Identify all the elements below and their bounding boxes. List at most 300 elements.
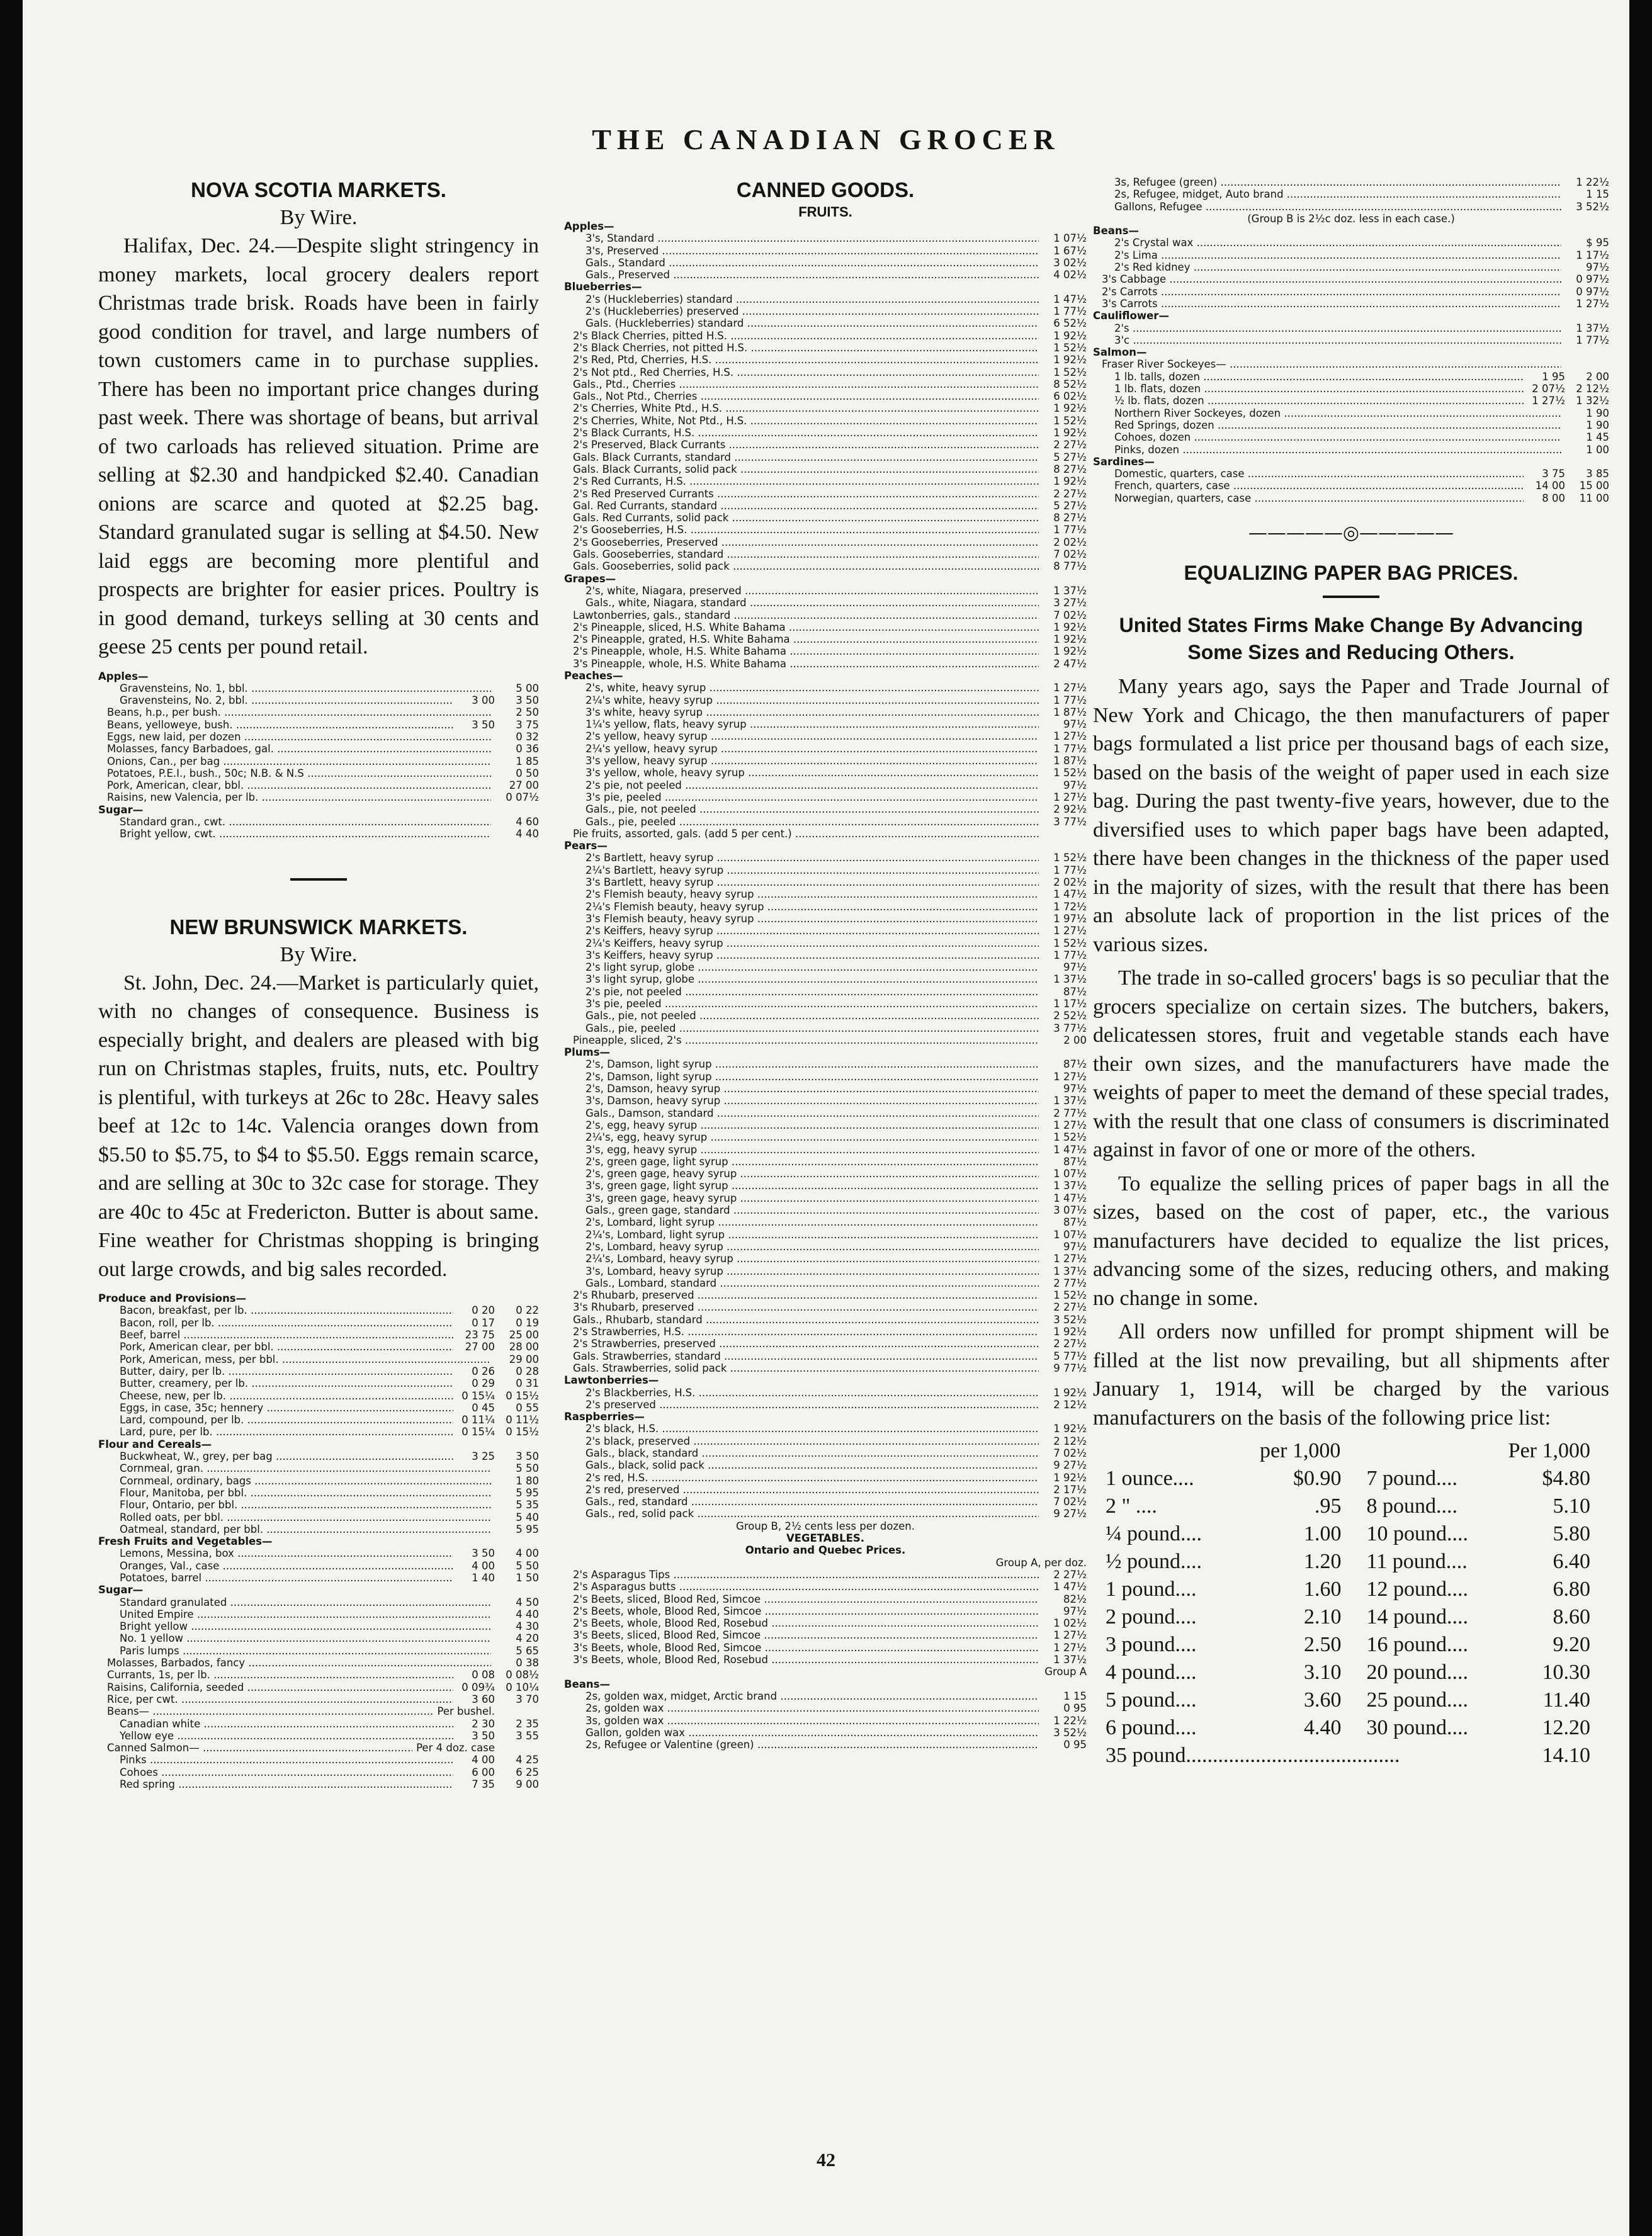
price-high: 2 52½: [1053, 1010, 1087, 1022]
item-name: Gals., black, solid pack .....: [586, 1459, 1039, 1471]
category-label: Pears—: [564, 840, 608, 852]
category-label: Plums—: [564, 1046, 611, 1059]
price-high: 1 27½: [1053, 1070, 1087, 1083]
size-left: ¼ pound....: [1106, 1522, 1202, 1546]
price-high: 0 22: [516, 1304, 539, 1317]
price-high: 1 22½: [1053, 1714, 1087, 1727]
table-row: [1093, 371, 1609, 383]
table-row: [98, 1572, 539, 1584]
item-name: 3's, Lombard, heavy syrup .....: [586, 1265, 1039, 1277]
price-high: 3 70: [516, 1693, 539, 1705]
item-name: French, quarters, case .....: [1114, 480, 1524, 492]
item-name: 2's Black Currants, H.S. .....: [573, 427, 1039, 439]
size-left: ½ pound....: [1106, 1550, 1202, 1574]
item-name: 1 lb. talls, dozen .....: [1114, 371, 1524, 383]
price-row: [1106, 1465, 1590, 1493]
item-name: 2's Gooseberries, H.S. .....: [573, 524, 1039, 536]
item-name: 2¼'s, Lombard, light syrup .....: [586, 1229, 1039, 1241]
price-high: 1 47½: [1053, 1192, 1087, 1204]
table-row: [564, 1593, 1087, 1605]
table-row: [564, 475, 1087, 487]
price-high: 1 37½: [1053, 1265, 1087, 1277]
size-left: 5 pound....: [1106, 1688, 1197, 1712]
item-name: 2's Cherries, White, Not Ptd., H.S. .....: [573, 415, 1039, 427]
table-row: [564, 864, 1087, 876]
price-high: 1 50: [516, 1571, 539, 1584]
table-row: [564, 415, 1087, 427]
table-row: [564, 609, 1087, 621]
table-row: [1093, 273, 1609, 285]
price-high: 1 52½: [1053, 1289, 1087, 1302]
price-high: 1 47½: [1053, 1581, 1087, 1593]
price-low: 7 35: [472, 1778, 495, 1791]
item-name: Gals. Strawberries, standard .....: [573, 1350, 1039, 1362]
category-label: Apples—: [564, 220, 614, 232]
table-row: [564, 1022, 1087, 1034]
item-name: Pinks .....: [120, 1754, 453, 1766]
price-high: 1 77½: [1053, 742, 1087, 755]
table-subheading: Ontario and Quebec Prices.: [745, 1544, 906, 1557]
item-name: 3's Keiffers, heavy syrup .....: [586, 949, 1039, 961]
table-row: [564, 1484, 1087, 1496]
price-high: 3 77½: [1053, 1022, 1087, 1034]
table-row: [564, 317, 1087, 329]
item-name: 2's Flemish beauty, heavy syrup .....: [586, 888, 1039, 900]
price-high: 2 47½: [1053, 657, 1087, 670]
table-row: [98, 1596, 539, 1608]
item-name: Buckwheat, W., grey, per bag .....: [120, 1450, 453, 1462]
price-high: 97½: [1063, 779, 1087, 791]
item-name: Gals., pie, not peeled .....: [586, 803, 1039, 815]
table-row: [564, 1569, 1087, 1581]
item-name: Molasses, Barbados, fancy .....: [107, 1657, 491, 1669]
item-name: 2's Red Currants, H.S. .....: [573, 475, 1039, 487]
item-name: Pork, American, mess, per bbl. .....: [120, 1353, 491, 1365]
price-high: 3 50: [516, 694, 539, 707]
table-row: [98, 1608, 539, 1620]
item-name: 3's Cabbage .....: [1102, 273, 1561, 285]
item-name: 2's light syrup, globe .....: [586, 961, 1039, 973]
item-name: Oranges, Val., case .....: [120, 1560, 453, 1572]
item-name: Eggs, new laid, per dozen .....: [107, 731, 491, 743]
item-name: 3's Bartlett, heavy syrup .....: [586, 876, 1039, 888]
price-high: 9 27½: [1053, 1459, 1087, 1472]
price-high: 3 07½: [1053, 1204, 1087, 1217]
table-row: [564, 1435, 1087, 1447]
price-high: 97½: [1063, 1240, 1087, 1253]
category-label: Beans—: [1093, 225, 1139, 237]
item-name: Gals. Black Currants, solid pack .....: [573, 463, 1039, 475]
item-name: Yellow eye .....: [120, 1730, 453, 1742]
item-name: 2's, Lombard, heavy syrup .....: [586, 1241, 1039, 1253]
item-name: United Empire .....: [120, 1608, 491, 1620]
table-row: [1093, 444, 1609, 456]
item-name: 2's, Lombard, light syrup .....: [586, 1216, 1039, 1228]
item-name: Gals. Strawberries, solid pack .....: [573, 1362, 1039, 1374]
table-row: [564, 852, 1087, 864]
category-label: Grapes—: [564, 572, 616, 585]
item-name: 2's Beets, sliced, Blood Red, Simcoe .....: [573, 1593, 1039, 1605]
article-subtitle: United States Firms Make Change By Advancing Some Sizes and Reducing Others.: [1119, 614, 1583, 664]
item-name: Lawtonberries, gals., standard .....: [573, 609, 1039, 621]
price-high: 9 00: [516, 1778, 539, 1791]
price-high: 8 27½: [1053, 512, 1087, 524]
price-high: 1 27½: [1053, 1641, 1087, 1654]
item-name: 2's pie, not peeled .....: [586, 986, 1039, 998]
price-left: 3.60: [1303, 1688, 1342, 1712]
price-high: 7 02½: [1053, 548, 1087, 561]
price-high: 3 55: [516, 1729, 539, 1742]
item-name: 2's Lima .....: [1114, 249, 1561, 261]
section-title: CANNED GOODS.: [736, 178, 915, 201]
item-name: 2's Asparagus butts .....: [573, 1581, 1039, 1593]
item-name: Beans— .....: [107, 1705, 433, 1717]
price-high: 7 02½: [1053, 609, 1087, 621]
price-high: 3 27½: [1053, 597, 1087, 609]
table-row: [564, 888, 1087, 900]
price-high: 1 27½: [1576, 297, 1609, 310]
price-high: 3 52½: [1053, 1313, 1087, 1326]
table-row: [564, 402, 1087, 414]
item-name: 2¼'s Flemish beauty, heavy syrup .....: [586, 901, 1039, 913]
price-low: 0 09¾: [461, 1681, 495, 1693]
item-name: Gals., red, solid pack .....: [586, 1508, 1039, 1520]
table-row: [564, 1144, 1087, 1156]
size-left: 3 pound....: [1106, 1633, 1197, 1657]
item-name: 2s, Refugee or Valentine (green) .....: [586, 1739, 1039, 1751]
price-high: 1 92½: [1053, 1326, 1087, 1338]
price-high: 2 02½: [1053, 536, 1087, 548]
item-name: 3s, golden wax .....: [586, 1715, 1039, 1727]
item-name: 2¼'s Keiffers, heavy syrup .....: [586, 937, 1039, 949]
table-row: [564, 1581, 1087, 1593]
table-row: [564, 427, 1087, 439]
size-left: 4 pound....: [1106, 1661, 1197, 1685]
price-high: 1 77½: [1053, 524, 1087, 536]
category-label: Flour and Cereals—: [98, 1438, 212, 1450]
item-name: Gals., Damson, standard .....: [586, 1107, 1039, 1119]
table-row: [564, 621, 1087, 633]
table-row: [98, 1511, 539, 1523]
item-name: Gal. Red Currants, standard .....: [573, 500, 1039, 512]
price-high: 0 95: [1063, 1739, 1087, 1751]
price-low: 4 00: [472, 1754, 495, 1766]
table-row: [564, 269, 1087, 281]
price-high: 1 72½: [1053, 900, 1087, 913]
item-name: Pineapple, sliced, 2's .....: [573, 1034, 1039, 1046]
price-high: 1 92½: [1053, 1423, 1087, 1435]
item-name: Bacon, breakfast, per lb. .....: [120, 1304, 453, 1316]
price-high: 1 77½: [1053, 305, 1087, 318]
table-row: [564, 1216, 1087, 1228]
item-name: Rice, per cwt. .....: [107, 1693, 453, 1705]
table-row: [98, 1620, 539, 1632]
category-label: Apples—: [98, 670, 149, 682]
table-row: [98, 1742, 539, 1754]
table-row: [564, 342, 1087, 354]
price-low: 3 25: [472, 1450, 495, 1463]
item-name: Currants, 1s, per lb. .....: [107, 1669, 453, 1681]
table-row: [98, 1632, 539, 1644]
table-row: [564, 986, 1087, 998]
table-row: [564, 1472, 1087, 1484]
table-row: [98, 1402, 539, 1414]
price-high: 1 07½: [1053, 1228, 1087, 1241]
item-name: Cohoes, dozen .....: [1114, 431, 1561, 443]
item-name: 2's black, H.S. .....: [586, 1423, 1039, 1435]
table-row: [98, 1560, 539, 1572]
price-right: 11.40: [1542, 1688, 1591, 1712]
table-row: [564, 937, 1087, 949]
item-name: 2's, white, heavy syrup .....: [586, 682, 1039, 694]
price-right: 10.30: [1542, 1661, 1591, 1685]
item-name: Lemons, Messina, box .....: [120, 1547, 453, 1559]
item-name: Gallon, golden wax .....: [586, 1727, 1039, 1739]
price-table: [1093, 176, 1609, 504]
table-row: [564, 536, 1087, 548]
item-name: Gals., red, standard .....: [586, 1496, 1039, 1508]
price-high: 6 02½: [1053, 390, 1087, 403]
table-row: [564, 1107, 1087, 1119]
table-row: [564, 1690, 1087, 1702]
table-row: [1093, 383, 1609, 395]
size-left: 1 ounce....: [1106, 1467, 1194, 1491]
price-high: 1 45: [1586, 431, 1609, 444]
table-row: [564, 1010, 1087, 1022]
price-low: 0 20: [472, 1304, 495, 1317]
item-name: Gals., Standard .....: [586, 257, 1039, 269]
price-low: 6 00: [472, 1766, 495, 1778]
article-body: Halifax, Dec. 24.—Despite slight stringency in money markets, local grocery dealers report Christmas trade brisk. Roads have been in fairly good condition for travel, and large numbers of town customers came in to purchase supplies. There has been no important price changes during past week. There was shortage of beans, but arrival of two carloads has relieved situation. Prime are selling at $2.30 and handpicked $2.40. Canadian onions are scarce and quoted at $2.25 bag. Standard granulated sugar is selling at $4.50. New laid eggs are becoming more plentiful and prospects are brighter for easier prices. Poultry is in good demand, turkeys selling at 30 cents and geese 25 cents per pound retail.: [98, 234, 539, 658]
table-row: [564, 1727, 1087, 1739]
size-left: 6 pound....: [1106, 1716, 1197, 1740]
table-row: [564, 1241, 1087, 1253]
item-name: Bacon, roll, per lb. .....: [120, 1317, 453, 1329]
price-right: $4.80: [1542, 1467, 1591, 1491]
price-high: 4 60: [516, 816, 539, 828]
item-name: 2's Red Preserved Currants .....: [573, 488, 1039, 500]
price-high: 1 32½: [1576, 395, 1609, 407]
price-high: 87½: [1063, 1216, 1087, 1229]
price-high: 1 27½: [1053, 791, 1087, 803]
price-high: 7 02½: [1053, 1496, 1087, 1508]
page-number: 42: [817, 2150, 835, 2171]
price-row-last: [1106, 1742, 1590, 1770]
table-row: [564, 232, 1087, 244]
price-high: 1 47½: [1053, 888, 1087, 901]
price-high: 2 77½: [1053, 1107, 1087, 1119]
item-name: 3'c .....: [1114, 334, 1561, 346]
table-row: [1093, 201, 1609, 213]
table-row: [564, 1362, 1087, 1374]
item-name: 2's Pineapple, sliced, H.S. White Bahama .....: [573, 621, 1039, 633]
price-high: 1 87½: [1053, 755, 1087, 767]
item-name: 2's Beets, whole, Blood Red, Simcoe .....: [573, 1605, 1039, 1617]
price-high: 8 77½: [1053, 560, 1087, 573]
table-row: [564, 1265, 1087, 1277]
price-high: 1 92½: [1053, 633, 1087, 646]
table-row: [98, 1718, 539, 1730]
table-row: [564, 828, 1087, 840]
table-row: [564, 1642, 1087, 1654]
table-row: [564, 961, 1087, 973]
price-high: 2 27½: [1053, 1568, 1087, 1581]
table-row: [564, 1071, 1087, 1083]
table-row: [1093, 431, 1609, 443]
price-high: 1 15: [1063, 1690, 1087, 1702]
item-name: 2's Beets, whole, Blood Red, Rosebud .....: [573, 1617, 1039, 1629]
bag-price-list: [1106, 1437, 1590, 1770]
price-high: 87½: [1063, 985, 1087, 998]
section-divider: [290, 878, 347, 881]
price-high: 5 00: [516, 682, 539, 694]
price-high: 1 52½: [1053, 852, 1087, 864]
price-high: 1 07½: [1053, 232, 1087, 245]
table-row: [564, 682, 1087, 694]
price-high: 1 77½: [1053, 694, 1087, 706]
ornament-divider: —————◎—————: [1248, 522, 1454, 545]
price-high: 1 27½: [1053, 730, 1087, 743]
item-name: 2's, egg, heavy syrup .....: [586, 1119, 1039, 1131]
table-row: [564, 694, 1087, 706]
price-low: 3 50: [472, 718, 495, 731]
item-name: Gals. (Huckleberries) standard .....: [586, 317, 1039, 329]
price-high: 1 17½: [1576, 249, 1609, 261]
price-high: [495, 1742, 539, 1754]
price-low: 3 75: [1542, 468, 1565, 480]
price-high: 1 27½: [1053, 1629, 1087, 1642]
price-high: 8 27½: [1053, 463, 1087, 475]
item-name: Raisins, new Valencia, per lb. .....: [107, 791, 491, 803]
item-name: ½ lb. flats, dozen .....: [1114, 395, 1524, 407]
table-row: [564, 1496, 1087, 1508]
table-row: [98, 1693, 539, 1705]
price-high: 4 40: [516, 1608, 539, 1620]
size-right: 11 pound....: [1366, 1550, 1468, 1574]
price-high: 1 27½: [1053, 1253, 1087, 1265]
table-row: [564, 767, 1087, 779]
table-note: (Group B is 2½c doz. less in each case.): [1247, 212, 1455, 225]
table-row: [98, 1705, 539, 1717]
section-subtitle: FRUITS.: [798, 204, 852, 220]
price-high: 87½: [1063, 1058, 1087, 1071]
price-right: 8.60: [1553, 1605, 1591, 1629]
table-row: [98, 755, 539, 767]
section-divider: [1323, 596, 1379, 598]
table-row: [98, 1365, 539, 1377]
price-high: 4 25: [516, 1754, 539, 1766]
price-high: 2 27½: [1053, 1301, 1087, 1314]
item-name: Gals., white, Niagara, standard .....: [586, 597, 1039, 609]
price-low: 0 08: [472, 1669, 495, 1681]
price-high: [1565, 358, 1609, 370]
item-name: 3's Carrots .....: [1102, 298, 1561, 310]
item-name: 2's Not ptd., Red Cherries, H.S. .....: [573, 366, 1039, 378]
table-row: [564, 1277, 1087, 1289]
table-row: [564, 1617, 1087, 1629]
item-name: 3's Beets, whole, Blood Red, Rosebud .....: [573, 1654, 1039, 1666]
price-high: 1 47½: [1053, 293, 1087, 305]
price-low: 1 95: [1542, 370, 1565, 383]
table-row: [564, 730, 1087, 742]
category-label: Sardines—: [1093, 455, 1155, 468]
table-row: [564, 257, 1087, 269]
table-row: [98, 1669, 539, 1681]
price-high: 1 37½: [1053, 1654, 1087, 1666]
table-row: [564, 1192, 1087, 1204]
table-row: [1093, 176, 1609, 188]
item-name: Gals. Black Currants, standard .....: [573, 451, 1039, 463]
price-high: 2 27½: [1053, 487, 1087, 500]
table-row: [98, 682, 539, 694]
price-low: 0 45: [472, 1401, 495, 1414]
item-name: 2's yellow, heavy syrup .....: [586, 730, 1039, 742]
item-name: 2's, Damson, heavy syrup .....: [586, 1083, 1039, 1095]
leader-dots: ........................................: [1185, 1744, 1400, 1768]
table-row: [564, 1338, 1087, 1350]
table-row: [564, 451, 1087, 463]
price-high: 3 50: [516, 1450, 539, 1463]
price-high: 15 00: [1579, 480, 1609, 492]
price-high: 3 02½: [1053, 256, 1087, 269]
table-row: [564, 658, 1087, 670]
table-row: [564, 1715, 1087, 1727]
size-right: 8 pound....: [1366, 1494, 1457, 1518]
price-high: 1 37½: [1053, 1095, 1087, 1107]
item-name: Canned Salmon— .....: [107, 1742, 412, 1754]
item-name: 3's Beets, whole, Blood Red, Simcoe .....: [573, 1642, 1039, 1654]
item-name: 2's preserved .....: [586, 1399, 1039, 1411]
price-group-label: Group A, per doz.: [995, 1556, 1087, 1569]
price-high: 1 92½: [1053, 1471, 1087, 1484]
table-row: [564, 1301, 1087, 1313]
price-high: 1 52½: [1053, 1131, 1087, 1144]
price-high: 82½: [1063, 1593, 1087, 1605]
item-name: Cornmeal, gran. .....: [120, 1462, 491, 1474]
table-row: [564, 293, 1087, 305]
price-high: 3 85: [1586, 468, 1609, 480]
category-label: Cauliflower—: [1093, 310, 1169, 322]
item-name: 2's, green gage, heavy syrup .....: [586, 1168, 1039, 1180]
item-name: 2's (Huckleberries) preserved .....: [586, 305, 1039, 317]
table-row: [564, 488, 1087, 500]
price-high: 2 92½: [1053, 803, 1087, 816]
price-low: 3 50: [472, 1547, 495, 1560]
price-left: 3.10: [1303, 1661, 1342, 1685]
section-title: NOVA SCOTIA MARKETS.: [191, 178, 446, 201]
table-row: [98, 1681, 539, 1693]
item-name: Gals., Preserved .....: [586, 269, 1039, 281]
table-row: [1093, 249, 1609, 261]
table-row: [564, 305, 1087, 317]
table-row: [98, 1523, 539, 1535]
item-name: 2's Blackberries, H.S. .....: [586, 1387, 1039, 1399]
item-name: 3's white, heavy syrup .....: [586, 706, 1039, 718]
item-name: 3's light syrup, globe .....: [586, 973, 1039, 985]
table-row: [564, 1399, 1087, 1411]
table-row: [98, 1547, 539, 1559]
item-name: 2's Asparagus Tips .....: [573, 1569, 1039, 1581]
price-high: 29 00: [509, 1353, 539, 1365]
article-paragraph: Many years ago, says the Paper and Trade Journal of New York and Chicago, the then manufacturers of paper bags formulated a list price per thousand bags of each size, based on the basis of the weight of paper used in each size bag. During the past twenty-five years, however, due to the diversified uses to which paper bags have been adapted, there have been changes in the thickness of the paper used in the majority of sizes, with the result that there has been an absolute lack of proportion in the list prices of the various sizes.: [1093, 675, 1609, 956]
page: [23, 0, 1629, 2236]
category-label: Salmon—: [1093, 346, 1147, 359]
item-name: Butter, creamery, per lb. .....: [120, 1377, 453, 1389]
byline: By Wire.: [280, 942, 358, 966]
item-name: Red spring .....: [120, 1778, 453, 1790]
table-row: [1093, 286, 1609, 298]
price-row: [1106, 1576, 1590, 1603]
